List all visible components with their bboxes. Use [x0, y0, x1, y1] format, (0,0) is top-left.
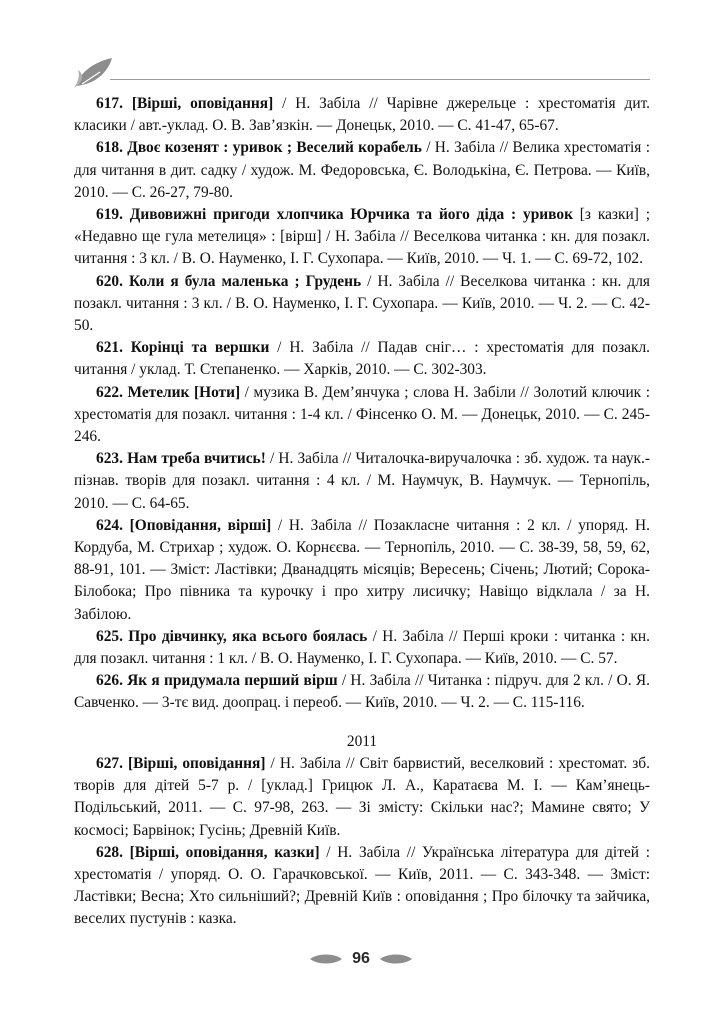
entry-number: 621.	[96, 339, 123, 357]
entry-details: / Н. Забіла // Велика хрестоматія : для читання в дит. садку / худож. М. Федоровська, Є. Володькіна, Є. Петрова. — Київ, 2010. — С. 26-27, 79-80.	[74, 139, 650, 201]
left-leaf-icon	[308, 952, 344, 966]
entry-title: [Вірші, оповідання, казки]	[129, 843, 320, 861]
entry-title: Дивовижні пригоди хлопчика Юрчика та його діда : уривок	[129, 206, 573, 224]
entry-title: [Вірші, оповідання]	[127, 754, 266, 772]
bibliography-list	[74, 93, 650, 931]
leaf-ornament-icon	[72, 52, 116, 90]
entry-number: 626.	[96, 672, 123, 690]
entry-details: / Н. Забіла // Світ барвистий, веселковий : хрестомат. зб. творів для дітей 5-7 р. / [уклад.] Грицюк Л. А., Каратаєва М. І. — Кам’янець-Подільський, 2011. — С. 97-98, 263. — Зі змісту: Скільки нас?; Мамине свято; У космосі; Барвінок; Гусінь; Древній Київ.	[74, 754, 650, 839]
entry-title: Про дівчинку, яка всього боялась	[128, 627, 368, 645]
entry-number: 618.	[96, 139, 123, 157]
entry-619	[74, 204, 650, 271]
entry-621	[74, 337, 650, 381]
header-rule	[110, 79, 650, 80]
entry-details: / Н. Забіла // Падав сніг… : хрестоматія для позакл. читання / уклад. Т. Степаненко. — Харків, 2010. — С. 302-303.	[74, 339, 650, 379]
entry-624	[74, 515, 650, 626]
entry-details: / музика В. Дем’янчука ; слова Н. Забіли // Золотий ключик : хрестоматія для позакл. читання : 1-4 кл. / Фінсенко О. М. — Донецьк, 2010. — С. 245-246.	[74, 383, 650, 446]
page-footer	[0, 944, 722, 974]
year-heading: 2011	[346, 732, 378, 750]
entry-details: / Н. Забіла // Веселкова читанка : кн. для позакл. читання : 3 кл. / В. О. Науменко, І. Г. Сухопара. — Київ, 2010. — Ч. 2. — С. 42-50.	[74, 272, 650, 335]
entry-number: 628.	[96, 843, 123, 861]
entry-title: Як я придумала перший вірш	[127, 672, 338, 690]
entry-title: Нам треба вчитись!	[127, 450, 266, 468]
entry-number: 622.	[96, 383, 123, 401]
entry-number: 617.	[96, 95, 123, 112]
entry-title: [Вірші, оповідання]	[131, 95, 274, 112]
entry-title: Метелик [Ноти]	[127, 383, 241, 401]
entry-details: / Н. Забіла // Перші кроки : читанка : кн. для позакл. читання : 1 кл. / В. О. Науменко, І. Г. Сухопара. — Київ, 2010. — С. 57.	[74, 627, 650, 668]
entry-620	[74, 271, 650, 338]
entry-626	[74, 670, 650, 714]
entry-details: / Н. Забіла // Читанка : підруч. для 2 кл. / О. Я. Савченко. — 3-тє вид. доопрац. і переоб. — Київ, 2010. — Ч. 2. — С. 115-116.	[74, 672, 650, 712]
entry-625	[74, 626, 650, 670]
right-leaf-icon	[378, 952, 414, 966]
entry-title: Корінці та вершки	[130, 339, 270, 357]
entry-623	[74, 448, 650, 515]
entry-number: 624.	[96, 516, 123, 534]
entry-title: [Оповідання, вірші]	[129, 516, 272, 534]
entry-number: 627.	[96, 754, 123, 772]
entry-617	[74, 93, 650, 137]
entry-number: 625.	[96, 627, 123, 645]
entry-628	[74, 842, 650, 931]
entry-618	[74, 137, 650, 204]
entry-title: Коли я була маленька ; Грудень	[128, 272, 362, 290]
entry-details: / Н. Забіла // Читалочка-виручалочка : зб. худож. та наук.-пізнав. творів для позакл. читання : 4 кл. / М. Наумчук, В. Наумчук. — Тернопіль, 2010. — С. 64-65.	[74, 450, 650, 512]
entry-details: / Н. Забіла // Позакласне читання : 2 кл. / упоряд. Н. Кордуба, М. Стрихар ; худож. О. Корнєєва. — Тернопіль, 2010. — С. 38-39, 58, 59, 62, 88-91, 101. — Зміст: Ластівки; Дванадцять місяців; Вересень; Січень; Лютий; Сорока-Білобока; Про півника та курочку і про хитру лисичку; Навіщо відклала / за Н. Забілою.	[74, 516, 650, 623]
page-number: 96	[352, 950, 370, 967]
entry-details: / Н. Забіла // Чарівне джерельце : хрестоматія дит. класики / авт.-уклад. О. В. Зав’язкін. — Донецьк, 2010. — С. 41-47, 65-67.	[74, 95, 650, 135]
entry-622	[74, 382, 650, 449]
entry-number: 620.	[96, 272, 123, 290]
entry-title: Двоє козенят : уривок ; Веселий корабель	[127, 139, 422, 157]
entry-details: / Н. Забіла // Українська література для дітей : хрестоматія / упоряд. О. О. Гарачковської. — Київ, 2011. — С. 343-348. — Зміст: Ластівки; Весна; Хто сильніший?; Древній Київ : оповідання ; Про білочку та зайчика, веселих пустунів : казка.	[74, 843, 650, 928]
entry-details: [з казки] ; «Недавно ще гула метелиця» : [вірш] / Н. Забіла // Веселкова читанка : кн. для позакл. читання : 3 кл. / В. О. Науменко, І. Г. Сухопара. — Київ, 2010. — Ч. 1. — С. 69-72, 102.	[74, 206, 650, 268]
entry-627	[74, 753, 650, 842]
entry-number: 619.	[96, 206, 123, 224]
entry-number: 623.	[96, 450, 123, 468]
